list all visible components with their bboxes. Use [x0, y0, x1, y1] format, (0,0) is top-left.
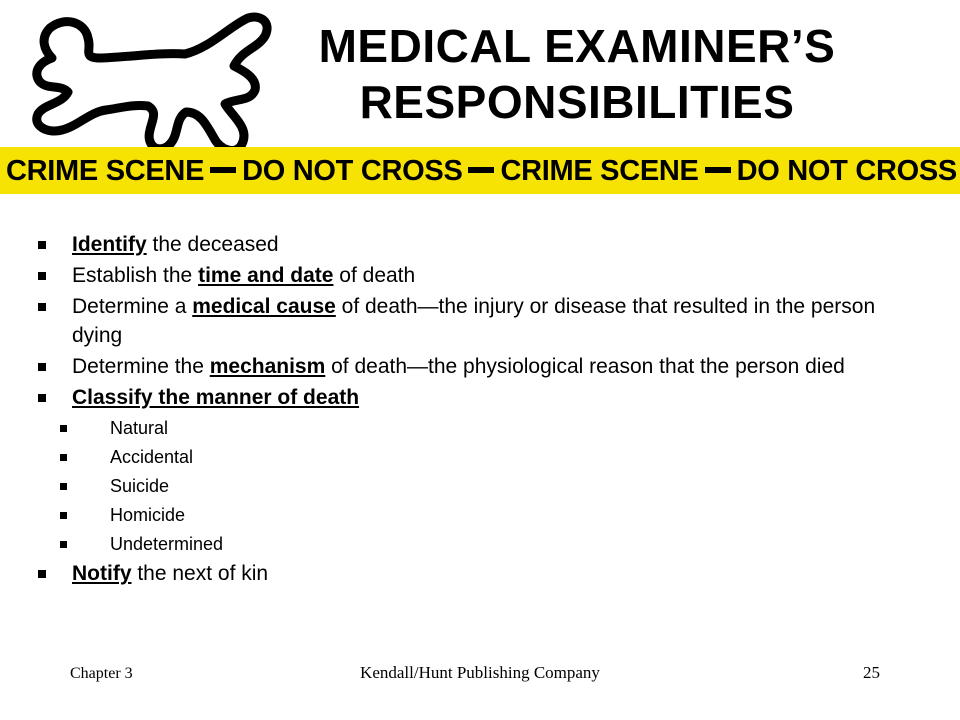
- list-item: Determine a medical cause of death—the injury or disease that resulted in the person dying: [38, 292, 918, 350]
- tape-text-1: CRIME SCENE: [6, 154, 205, 187]
- slide-title: [262, 18, 892, 130]
- footer-page-number: 25: [863, 663, 880, 682]
- sub-list-item: Homicide: [60, 501, 918, 530]
- tape-text-4: DO NOT CROSS: [736, 154, 957, 187]
- list-item: Establish the time and date of death: [38, 261, 918, 290]
- tape-dash: [210, 167, 236, 173]
- list-item: Notify the next of kin: [38, 559, 918, 588]
- tape-text-3: CRIME SCENE: [500, 154, 699, 187]
- tape-text-2: DO NOT CROSS: [242, 154, 463, 187]
- crime-scene-tape: [0, 147, 960, 194]
- tape-dash: [468, 167, 494, 173]
- sub-list-item: Suicide: [60, 472, 918, 501]
- list-item: Classify the manner of death: [38, 383, 918, 412]
- list-item: Identify the deceased: [38, 230, 918, 259]
- tape-dash: [705, 167, 731, 173]
- sub-list-item: Accidental: [60, 443, 918, 472]
- sub-list-item: Natural: [60, 414, 918, 443]
- title-line-2: RESPONSIBILITIES: [359, 76, 795, 128]
- sub-list-item: Undetermined: [60, 530, 918, 559]
- list-item: Determine the mechanism of death—the physiological reason that the person died: [38, 352, 918, 381]
- body-outline-graphic: [10, 8, 280, 158]
- title-line-1: MEDICAL EXAMINER’S: [318, 20, 836, 72]
- footer-chapter: Chapter 3: [70, 665, 133, 682]
- responsibilities-list: [38, 230, 918, 590]
- footer-publisher: Kendall/Hunt Publishing Company: [360, 663, 600, 682]
